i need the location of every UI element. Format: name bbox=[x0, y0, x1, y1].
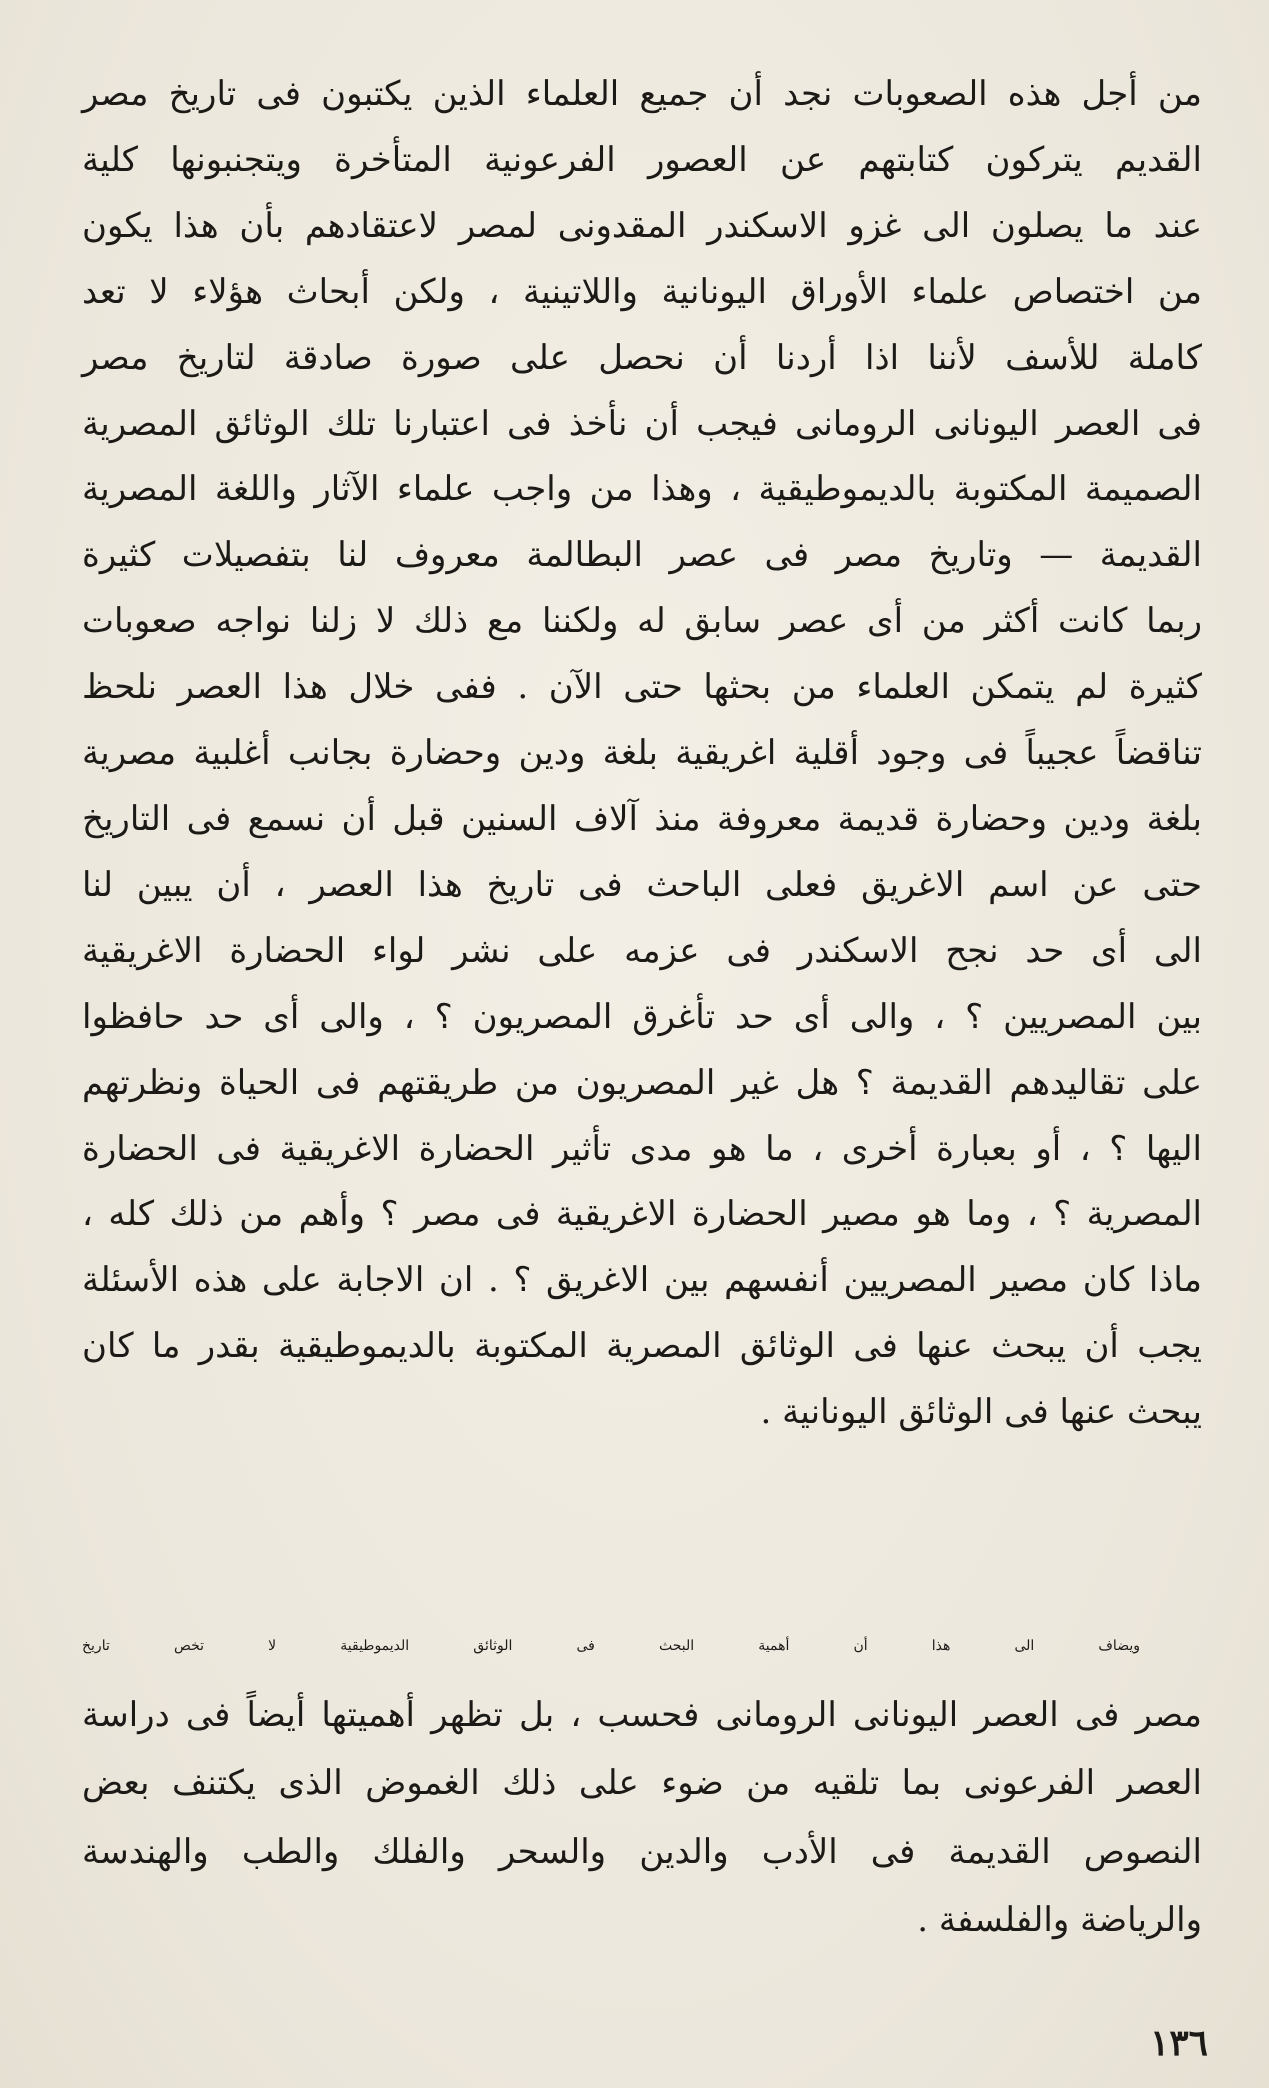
text-line: من اختصاص علماء الأوراق اليونانية واللاتينية ، ولكن أبحاث هؤلاء لا تعد bbox=[82, 271, 1202, 312]
text-line: العصر الفرعونى بما تلقيه من ضوء على ذلك الغموض الذى يكتنف بعض bbox=[82, 1763, 1202, 1803]
text-line: يجب أن يبحث عنها فى الوثائق المصرية المكتوبة بالديموطيقية بقدر ما كان bbox=[82, 1326, 1202, 1367]
paragraph-1 bbox=[82, 62, 1202, 1446]
text-line: ماذا كان مصير المصريين أنفسهم بين الاغريق ؟ . ان الاجابة على هذه الأسئلة bbox=[82, 1260, 1202, 1301]
text-line: عند ما يصلون الى غزو الاسكندر المقدونى لمصر لاعتقادهم بأن هذا يكون bbox=[82, 205, 1202, 246]
text-line: يبحث عنها فى الوثائق اليونانية . bbox=[760, 1392, 1202, 1433]
paragraph-2 bbox=[82, 1612, 1202, 1955]
text-line: حتى عن اسم الاغريق فعلى الباحث فى تاريخ هذا العصر ، أن يبين لنا bbox=[82, 864, 1202, 905]
text-line: مصر فى العصر اليونانى الرومانى فحسب ، بل تظهر أهميتها أيضاً فى دراسة bbox=[82, 1694, 1202, 1735]
text-line: من أجل هذه الصعوبات نجد أن جميع العلماء الذين يكتبون فى تاريخ مصر bbox=[82, 74, 1202, 114]
text-line: بلغة ودين وحضارة قديمة معروفة منذ آلاف السنين قبل أن نسمع فى التاريخ bbox=[82, 798, 1202, 839]
text-line: كثيرة لم يتمكن العلماء من بحثها حتى الآن . ففى خلال هذا العصر نلحظ bbox=[82, 667, 1202, 708]
text-line: النصوص القديمة فى الأدب والدين والسحر والفلك والطب والهندسة bbox=[82, 1831, 1202, 1872]
text-line: على تقاليدهم القديمة ؟ هل غير المصريون من طريقتهم فى الحياة ونظرتهم bbox=[82, 1062, 1202, 1103]
text-line: تناقضاً عجيباً فى وجود أقلية اغريقية بلغة ودين وحضارة بجانب أغلبية مصرية bbox=[82, 733, 1202, 774]
text-line: فى العصر اليونانى الرومانى فيجب أن نأخذ فى اعتبارنا تلك الوثائق المصرية bbox=[82, 403, 1202, 444]
text-line: ربما كانت أكثر من أى عصر سابق له ولكننا مع ذلك لا زلنا نواجه صعوبات bbox=[82, 601, 1202, 642]
text-line: القديم يتركون كتابتهم عن العصور الفرعونية المتأخرة ويتجنبونها كلية bbox=[82, 139, 1202, 180]
text-line: القديمة — وتاريخ مصر فى عصر البطالمة معروف لنا بتفصيلات كثيرة bbox=[82, 535, 1202, 576]
text-line: بين المصريين ؟ ، والى أى حد تأغرق المصريون ؟ ، والى أى حد حافظوا bbox=[82, 996, 1202, 1037]
text-line: اليها ؟ ، أو بعبارة أخرى ، ما هو مدى تأثير الحضارة الاغريقية فى الحضارة bbox=[82, 1128, 1202, 1169]
text-line: الصميمة المكتوبة بالديموطيقية ، وهذا من واجب علماء الآثار واللغة المصرية bbox=[82, 469, 1202, 510]
text-line: الى أى حد نجح الاسكندر فى عزمه على نشر لواء الحضارة الاغريقية bbox=[82, 930, 1202, 971]
text-line: كاملة للأسف لأننا اذا أردنا أن نحصل على صورة صادقة لتاريخ مصر bbox=[82, 337, 1202, 378]
text-line: ويضاف الى هذا أن أهمية البحث فى الوثائق الديموطيقية لا تخص تاريخ bbox=[82, 1638, 1140, 1654]
page-number: ١٣٦ bbox=[1149, 2022, 1208, 2064]
text-line: المصرية ؟ ، وما هو مصير الحضارة الاغريقية فى مصر ؟ وأهم من ذلك كله ، bbox=[82, 1194, 1202, 1235]
text-line: والرياضة والفلسفة . bbox=[917, 1900, 1202, 1940]
